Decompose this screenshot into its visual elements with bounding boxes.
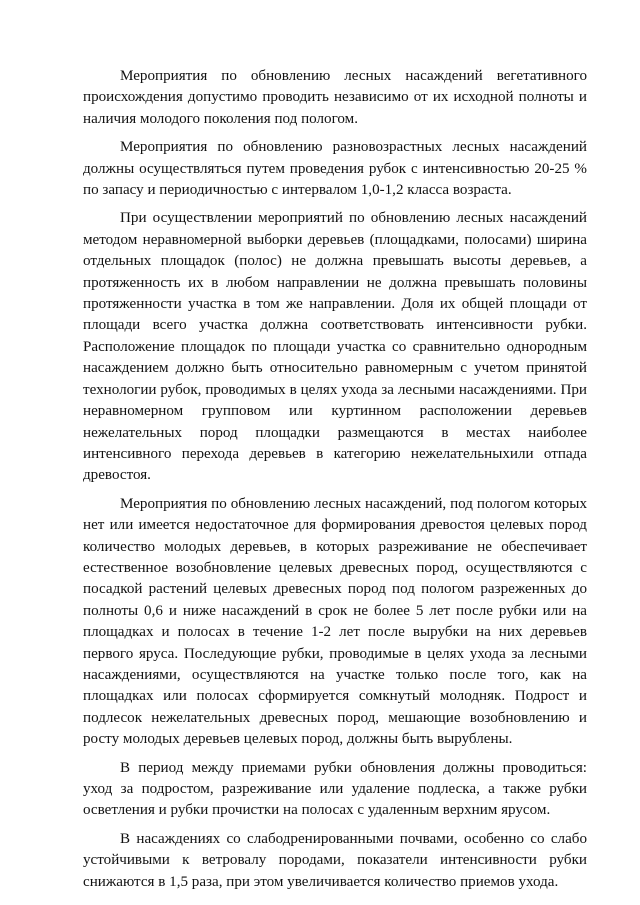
paragraph-between-cuttings: В период между приемами рубки обновления должны проводиться: уход за подростом, разреживание или удаление подлеска, а также рубки осветления и рубки прочистки на полосах с удаленным верхним ярусом. <box>83 759 587 819</box>
paragraph-uneven-selection-method: При осуществлении мероприятий по обновлению лесных насаждений методом неравномерной выборки деревьев (площадками, полосами) ширина отдельных площадок (полос) не должна превышать высоты деревьев, а протяженность их в любом направлении не должна превышать половины протяженности участка в том же направлении. Доля их общей площади от площади всего участка должна соответствовать интенсивности рубки. Расположение площадок по площади участка со сравнительно однородным насаждением должно быть относительно равномерным с учетом принятой технологии рубок, проводимых в целях ухода за лесными насаждениями. При неравномерном групповом или куртинном расположении деревьев нежелательных пород площадки размещаются в местах наиболее интенсивного перехода деревьев в категорию нежелательныхили отпада древостоя. <box>83 210 587 484</box>
paragraph-uneven-aged-stands: Мероприятия по обновлению разновозрастных лесных насаждений должны осуществляться путем проведения рубок с интенсивностью 20-25 % по запасу и периодичностью с интервалом 1,0-1,2 класса возраста. <box>83 139 587 199</box>
paragraph-vegetative-origin: Мероприятия по обновлению лесных насаждений вегетативного происхождения допустимо проводить независимо от их исходной полноты и наличия молодого поколения под пологом. <box>83 68 587 127</box>
document-page <box>83 66 587 900</box>
paragraph-underplanting: Мероприятия по обновлению лесных насаждений, под пологом которых нет или имеется недостаточное для формирования древостоя целевых пород количество молодых деревьев, в которых разреживание не обеспечивает естественное возобновление целевых древесных пород, осуществляются с посадкой растений целевых древесных пород под пологом разреженных до полноты 0,6 и ниже насаждений в срок не более 5 лет после рубки или на площадках и полосах в течение 1-2 лет после вырубки на них деревьев первого яруса. Последующие рубки, проводимые в целях ухода за лесными насаждениями, осуществляются на участке только после того, как на площадках или полосах сформируется сомкнутый молодняк. Подрост и подлесок нежелательных древесных пород, мешающие возобновлению и росту молодых деревьев целевых пород, должны быть вырублены. <box>83 495 587 748</box>
paragraph-poorly-drained-soils: В насаждениях со слабодренированными почвами, особенно со слабо устойчивыми к ветровалу породами, показатели интенсивности рубки снижаются в 1,5 раза, при этом увеличивается количество приемов ухода. <box>83 830 587 890</box>
